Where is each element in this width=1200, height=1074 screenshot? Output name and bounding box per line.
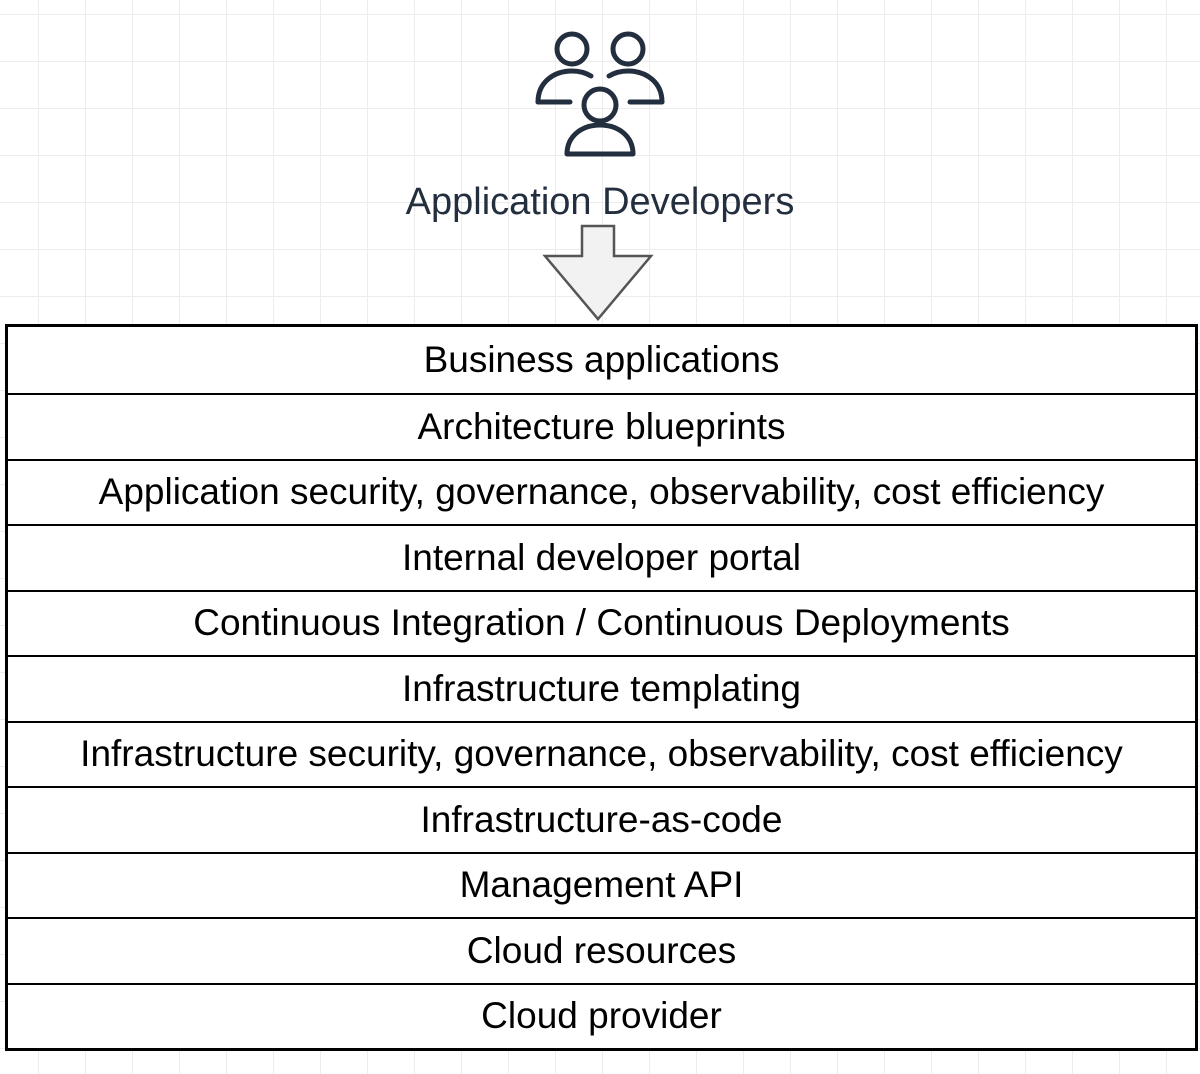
layer-stack [5, 324, 1198, 1051]
layer-application-security: Application security, governance, observability, cost efficiency [8, 459, 1195, 525]
layer-architecture-blueprints: Architecture blueprints [8, 393, 1195, 459]
actor-label: Application Developers [405, 181, 795, 223]
layer-infrastructure-templating: Infrastructure templating [8, 655, 1195, 721]
down-arrow-icon [540, 222, 660, 326]
layer-cloud-provider: Cloud provider [8, 983, 1195, 1049]
users-icon [530, 26, 670, 160]
layer-business-applications: Business applications [423, 339, 780, 380]
layer-infrastructure-as-code: Infrastructure-as-code [8, 786, 1195, 852]
layer-ci-cd: Continuous Integration / Continuous Deployments [8, 590, 1195, 656]
layer-management-api: Management API [8, 852, 1195, 918]
layer-internal-developer-portal: Internal developer portal [8, 524, 1195, 590]
layer-infrastructure-security: Infrastructure security, governance, observability, cost efficiency [8, 721, 1195, 787]
layer-cloud-resources: Cloud resources [8, 917, 1195, 983]
